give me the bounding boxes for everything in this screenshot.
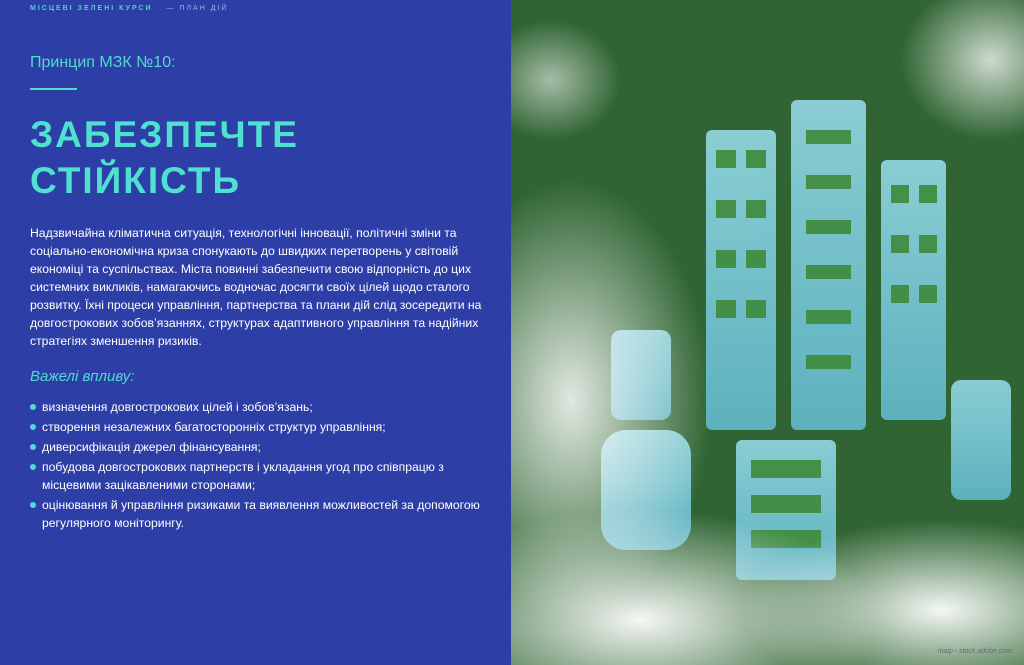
list-item: диверсифікація джерел фінансування; [30, 438, 490, 456]
list-item: оцінювання й управління ризиками та виявлення можливостей за допомогою регулярного моніторингу. [30, 496, 490, 532]
series-title: МІСЦЕВІ ЗЕЛЕНІ КУРСИ [30, 5, 153, 12]
impacts-list [30, 398, 490, 534]
text-panel [0, 0, 511, 665]
principle-label: Принцип МЗК №10: [30, 54, 176, 71]
page-title [30, 112, 299, 204]
bullet-icon [30, 404, 36, 410]
green-city-illustration [511, 0, 1024, 665]
header-bar [30, 5, 228, 12]
list-item: визначення довгострокових цілей і зобов’язань; [30, 398, 490, 416]
bullet-icon [30, 502, 36, 508]
accent-divider [30, 88, 77, 90]
body-paragraph: Надзвичайна кліматична ситуація, технологічні інновації, політичні зміни та соціально-економічна криза спонукають до швидких перетворень у світовій економіці та суспільствах. Міста повинні забезпечити свою відпорність до цих системних викликів, намагаючись водночас досягти своїх цілей щодо сталого розвитку. Їхні процеси управління, партнерства та плани дій слід зосередити на довгострокових зобов’язаннях, структурах адаптивного управління та надійних стратегіях зменшення ризиків. [30, 226, 482, 348]
title-line-1: ЗАБЕЗПЕЧТЕ [30, 114, 299, 155]
bullet-icon [30, 424, 36, 430]
list-item: створення незалежних багатосторонніх структур управління; [30, 418, 490, 436]
title-line-2: СТІЙКІСТЬ [30, 160, 242, 201]
section-title: — ПЛАН ДІЙ [166, 5, 229, 12]
image-credit: malp - stock.adobe.com [937, 648, 1012, 655]
bullet-icon [30, 464, 36, 470]
aerial-green-city-image [511, 0, 1024, 665]
bullet-icon [30, 444, 36, 450]
impacts-heading: Важелі впливу: [30, 368, 135, 385]
list-item: побудова довгострокових партнерств і укладання угод про співпрацю з місцевими зацікавленими сторонами; [30, 458, 490, 494]
